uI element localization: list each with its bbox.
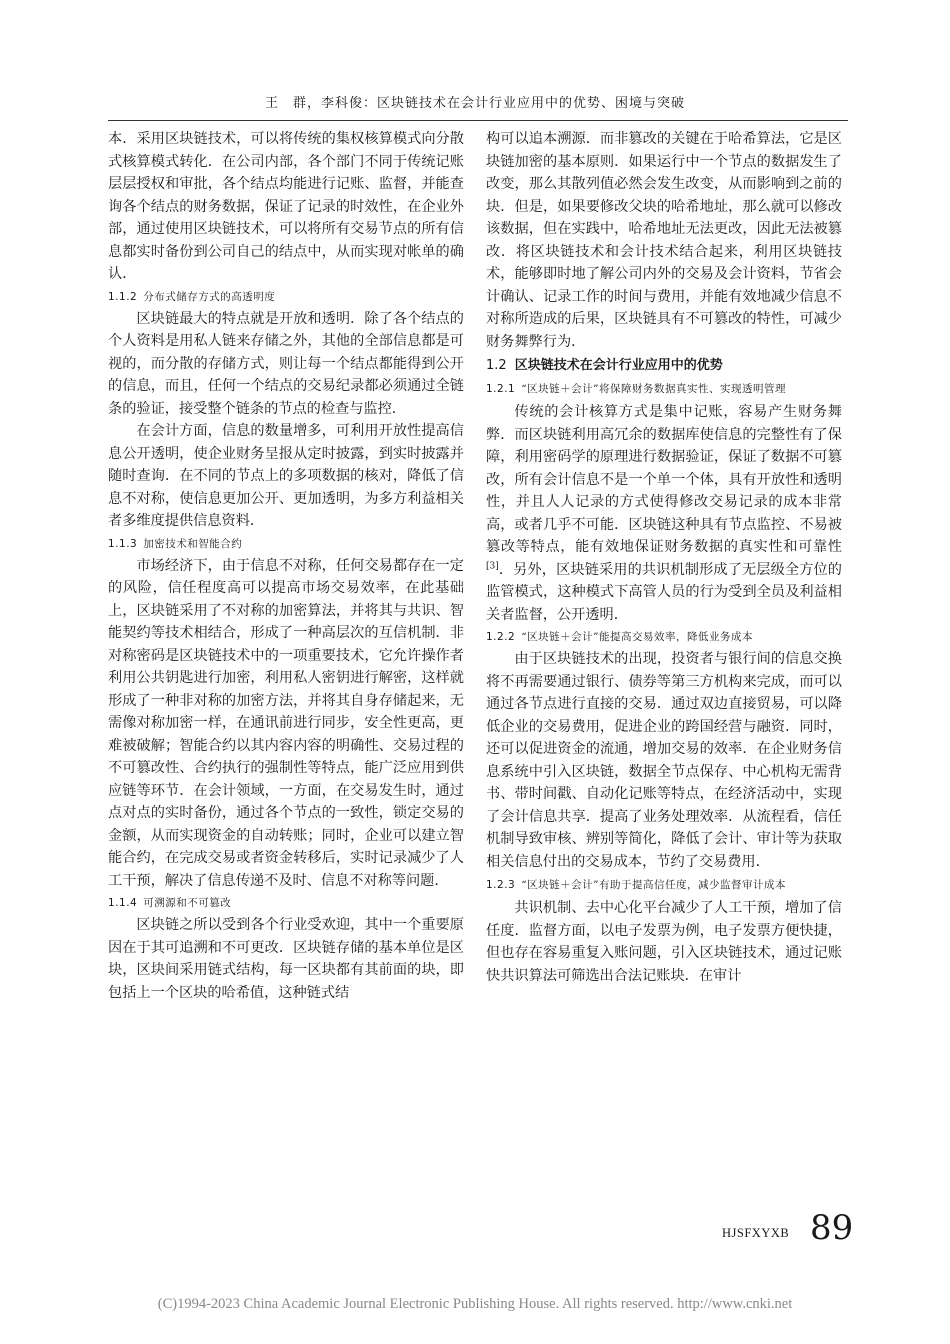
copyright-notice: (C)1994-2023 China Academic Journal Electronic Publishing House. All rights reserved. http://www.cnki.net xyxy=(157,1296,793,1312)
page-number: 89 xyxy=(810,1208,854,1248)
running-head: 王 群，李科俊：区块链技术在会计行业应用中的优势、困境与突破 xyxy=(264,96,685,111)
section-number: 1.2 xyxy=(486,358,507,373)
paragraph: 由于区块链技术的出现，投资者与银行间的信息交换将不再需要通过银行、债券等第三方机构来完成，而可以通过各节点进行直接的交易．通过双边直接贸易，可以降低企业的交易费用，促进企业的跨国经营与融资．同时，还可以促进资金的流通，增加交易的效率．在企业财务信息系统中引入区块链，数据全节点保存、中心机构无需背书、带时间戳、自动化记账等特点，在经济活动中，实现了会计信息共享．提高了业务处理效率．从流程看，信任机制导致审核、辨别等简化，降低了会计、审计等为获取相关信息付出的交易成本，节约了交易费用． xyxy=(486,651,842,870)
section-number: 1.1.2 xyxy=(108,290,138,303)
paragraph: 本．采用区块链技术，可以将传统的集权核算模式向分散式核算模式转化．在公司内部，各个部门不同于传统记账层层授权和审批，各个结点均能进行记账、监督，并能查询各个结点的财务数据，保证了记录的时效性，在企业外部，通过使用区块链技术，可以将所有交易节点的所有信息都实时备份到公司自己的结点中，从而实现对帐单的确认． xyxy=(108,131,464,282)
section-number: 1.2.2 xyxy=(486,631,516,643)
section-heading-1-1-3 xyxy=(108,534,464,554)
paragraph: 共识机制、去中心化平台减少了人工干预，增加了信任度．监督方面，以电子发票为例，电子发票方便快捷，但也存在容易重复入账问题，引入区块链技术，通过记账快共识算法可筛选出合法记账块．在审计 xyxy=(486,900,842,984)
paragraph: 构可以追本溯源．而非篡改的关键在于哈希算法，它是区块链加密的基本原则．如果运行中一个节点的数据发生了改变，那么其散列值必然会发生改变，从而影响到之前的块．但是，如果要修改父块的哈希地址，那么就可以修改该数据，但在实践中，哈希地址无法更改，因此无法被篡改．将区块链技术和会计技术结合起来，利用区块链技术，能够即时地了解公司内外的交易及会计资料，节省会计确认、记录工作的时间与费用，并能有效地减少信息不对称所造成的后果，区块链具有不可篡改的特性，可减少财务舞弊行为． xyxy=(486,131,842,350)
paragraph-text: ．另外，区块链采用的共识机制形成了无层级全方位的监管模式，这种模式下高管人员的行为受到全员及利益相关者监督，公开透明． xyxy=(486,561,842,623)
paragraph: 区块链之所以受到各个行业受欢迎，其中一个重要原因在于其可追溯和不可更改．区块链存储的基本单位是区块，区块间采用链式结构，每一区块都有其前面的块，即包括上一个区块的哈希值，这种链式结 xyxy=(108,917,464,1001)
paragraph: 市场经济下，由于信息不对称，任何交易都存在一定的风险，信任程度高可以提高市场交易效率，在此基础上，区块链采用了不对称的加密算法，并将其与共识、智能契约等技术相结合，形成了一种高层次的互信机制．非对称密码是区块链技术中的一项重要技术，它允许操作者利用公共钥匙进行加密，利用私人密钥进行解密，这样就形成了一种非对称的加密方法，并将其自身存储起来，无需像对称加密一样，在通讯前进行同步，安全性更高，更难被破解；智能合约以其内容内容的明确性、交易过程的不可篡改性、合约执行的强制性等特点，能广泛应用到供应链等环节．在会计领域，一方面，在交易发生时，通过点对点的实时备份，通过各个节点的一致性，锁定交易的金额，从而实现资金的自动转账；同时，企业可以建立智能合约，在完成交易或者资金转移后，实时记录减少了人工干预，解决了信息传递不及时、信息不对称等问题． xyxy=(108,557,464,889)
section-heading-1-2-3 xyxy=(486,876,842,894)
section-title: 分布式储存方式的高透明度 xyxy=(143,290,276,303)
section-number: 1.1.4 xyxy=(108,897,138,909)
section-title: “区块链＋会计”将保障财务数据真实性、实现透明管理 xyxy=(521,383,786,395)
paragraph xyxy=(486,401,842,626)
section-number: 1.2.1 xyxy=(486,383,516,395)
section-heading-1-1-4 xyxy=(108,893,464,913)
section-heading-1-1-2 xyxy=(108,287,464,307)
section-title: “区块链＋会计”能提高交易效率，降低业务成本 xyxy=(521,631,753,643)
section-number: 1.2.3 xyxy=(486,879,516,891)
section-title: 区块链技术在会计行业应用中的优势 xyxy=(514,358,723,373)
paragraph: 区块链最大的特点就是开放和透明．除了各个结点的个人资料是用私人链来存储之外，其他的全部信息都是可视的，而分散的存储方式，则让每一个结点都能得到公开的信息，而且，任何一个结点的交易纪录都必须通过全链条的验证，接受整个链条的节点的检查与监控． xyxy=(108,310,464,417)
section-title: “区块链＋会计”有助于提高信任度，减少监督审计成本 xyxy=(521,879,786,891)
paragraph: 在会计方面，信息的数量增多，可利用开放性提高信息公开透明，使企业财务呈报从定时披露，到实时披露并随时查询．在不同的节点上的多项数据的核对，降低了信息不对称，使信息更加公开、更加透明，为多方利益相关者多维度提供信息资料． xyxy=(108,423,464,529)
section-title: 加密技术和智能合约 xyxy=(143,537,243,550)
right-column xyxy=(486,128,842,987)
section-heading-1-2-1 xyxy=(486,380,842,398)
section-number: 1.1.3 xyxy=(108,537,138,550)
paragraph-text: 传统的会计核算方式是集中记账，容易产生财务舞弊．而区块链利用高冗余的数据库使信息的完整性有了保障，利用密码学的原理进行数据验证，保证了数据不可篡改，所有会计信息不是一个单一个体，具有开放性和透明性，并且人人记录的方式使得修改交易记录的成本非常高，或者几乎不可能．区块链这种具有节点监控、不易被篡改等特点，能有效地保证财务数据的真实性和可靠性 xyxy=(486,404,842,555)
left-column xyxy=(108,128,464,1004)
header-rule xyxy=(108,120,848,121)
section-title: 可溯源和不可篡改 xyxy=(143,897,232,909)
section-heading-1-2 xyxy=(486,355,842,377)
section-heading-1-2-2 xyxy=(486,627,842,647)
citation[interactable]: [3] xyxy=(486,560,499,571)
journal-abbreviation: HJSFXYXB xyxy=(722,1226,790,1240)
